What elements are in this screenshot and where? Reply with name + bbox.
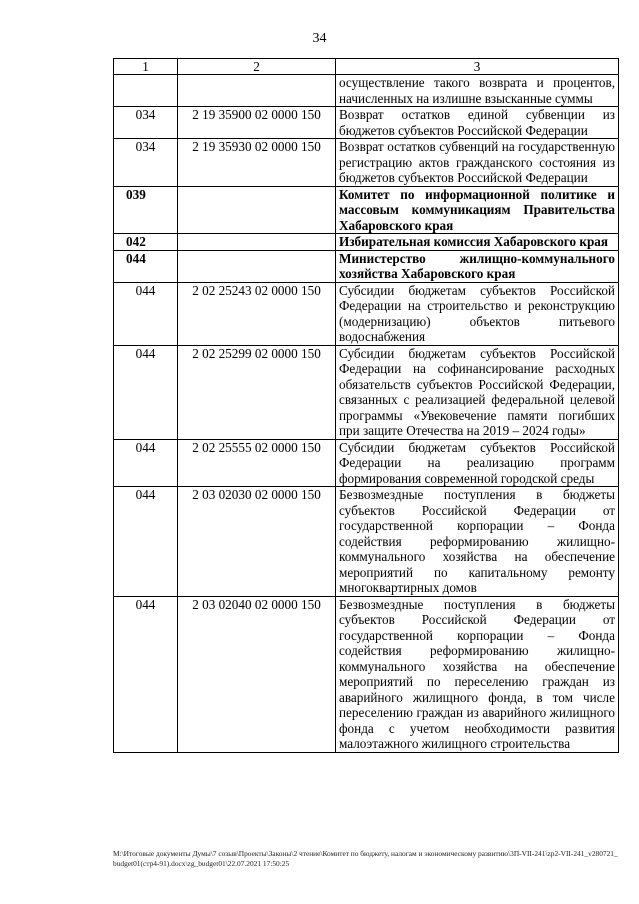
admin-code-cell: 044 <box>114 439 178 487</box>
budget-code-cell <box>178 250 336 282</box>
revenue-name-cell: осуществление такого возврата и процентов, начисленных на излишне взысканные суммы <box>336 75 619 107</box>
budget-code-cell: 2 02 25555 02 0000 150 <box>178 439 336 487</box>
revenue-name-cell: Комитет по информационной политике и массовым коммуникациям Правительства Хабаровского края <box>336 186 619 234</box>
admin-code-cell: 044 <box>114 282 178 345</box>
table-row <box>114 596 619 752</box>
budget-code-cell <box>178 186 336 234</box>
column-header-2: 2 <box>178 59 336 75</box>
column-header-1: 1 <box>114 59 178 75</box>
table-row <box>114 439 619 487</box>
page-number: 34 <box>312 31 327 46</box>
admin-code-cell: 034 <box>114 139 178 187</box>
revenue-name-cell: Безвозмездные поступления в бюджеты субъектов Российской Федерации от государственной корпорации – Фонда содействия реформированию жилищно-коммунального хозяйства на обеспечение мероприятий по переселению граждан из аварийного жилищного фонда, в том числе переселению граждан из аварийного жилищного фонда с учетом необходимости развития малоэтажного жилищного строительства <box>336 596 619 752</box>
document-file-path: M:\Итоговые документы Думы\7 созыв\Проекты\Законы\2 чтение\Комитет по бюджету, налогам и экономическому развитию\3П-VII-241\zp2-VII-241_v280721_budget01(стр4-91).docx\zg_budget01\22.07.2021 17:50:25 <box>113 849 618 868</box>
admin-code-cell: 044 <box>114 596 178 752</box>
table-row <box>114 487 619 597</box>
table-row <box>114 345 619 439</box>
revenue-name-cell: Министерство жилищно-коммунального хозяйства Хабаровского края <box>336 250 619 282</box>
budget-classification-table <box>113 58 619 753</box>
budget-code-cell: 2 03 02030 02 0000 150 <box>178 487 336 597</box>
admin-code-cell: 044 <box>114 250 178 282</box>
admin-code-cell: 042 <box>114 234 178 251</box>
table-row <box>114 75 619 107</box>
budget-code-cell: 2 02 25299 02 0000 150 <box>178 345 336 439</box>
budget-code-cell <box>178 234 336 251</box>
revenue-name-cell: Субсидии бюджетам субъектов Российской Федерации на реализацию программ формирования современной городской среды <box>336 439 619 487</box>
admin-code-cell: 044 <box>114 345 178 439</box>
budget-code-cell <box>178 75 336 107</box>
budget-code-cell: 2 19 35930 02 0000 150 <box>178 139 336 187</box>
table-header-row <box>114 59 619 75</box>
table-row <box>114 282 619 345</box>
admin-code-cell: 044 <box>114 487 178 597</box>
budget-code-cell: 2 19 35900 02 0000 150 <box>178 107 336 139</box>
table-row <box>114 234 619 251</box>
budget-code-cell: 2 02 25243 02 0000 150 <box>178 282 336 345</box>
table-row <box>114 186 619 234</box>
revenue-name-cell: Возврат остатков субвенций на государственную регистрацию актов гражданского состояния из бюджетов субъектов Российской Федерации <box>336 139 619 187</box>
revenue-name-cell: Избирательная комиссия Хабаровского края <box>336 234 619 251</box>
admin-code-cell <box>114 75 178 107</box>
admin-code-cell: 039 <box>114 186 178 234</box>
table-row <box>114 139 619 187</box>
table-row <box>114 250 619 282</box>
revenue-name-cell: Субсидии бюджетам субъектов Российской Федерации на строительство и реконструкцию (модернизацию) объектов питьевого водоснабжения <box>336 282 619 345</box>
budget-code-cell: 2 03 02040 02 0000 150 <box>178 596 336 752</box>
table-row <box>114 107 619 139</box>
revenue-name-cell: Возврат остатков единой субвенции из бюджетов субъектов Российской Федерации <box>336 107 619 139</box>
admin-code-cell: 034 <box>114 107 178 139</box>
column-header-3: 3 <box>336 59 619 75</box>
revenue-name-cell: Безвозмездные поступления в бюджеты субъектов Российской Федерации от государственной корпорации – Фонда содействия реформированию жилищно-коммунального хозяйства на обеспечение мероприятий по капитальному ремонту многоквартирных домов <box>336 487 619 597</box>
revenue-name-cell: Субсидии бюджетам субъектов Российской Федерации на софинансирование расходных обязательств субъектов Российской Федерации, связанных с реализацией федеральной целевой программы «Увековечение памяти погибших при защите Отечества на 2019 – 2024 годы» <box>336 345 619 439</box>
